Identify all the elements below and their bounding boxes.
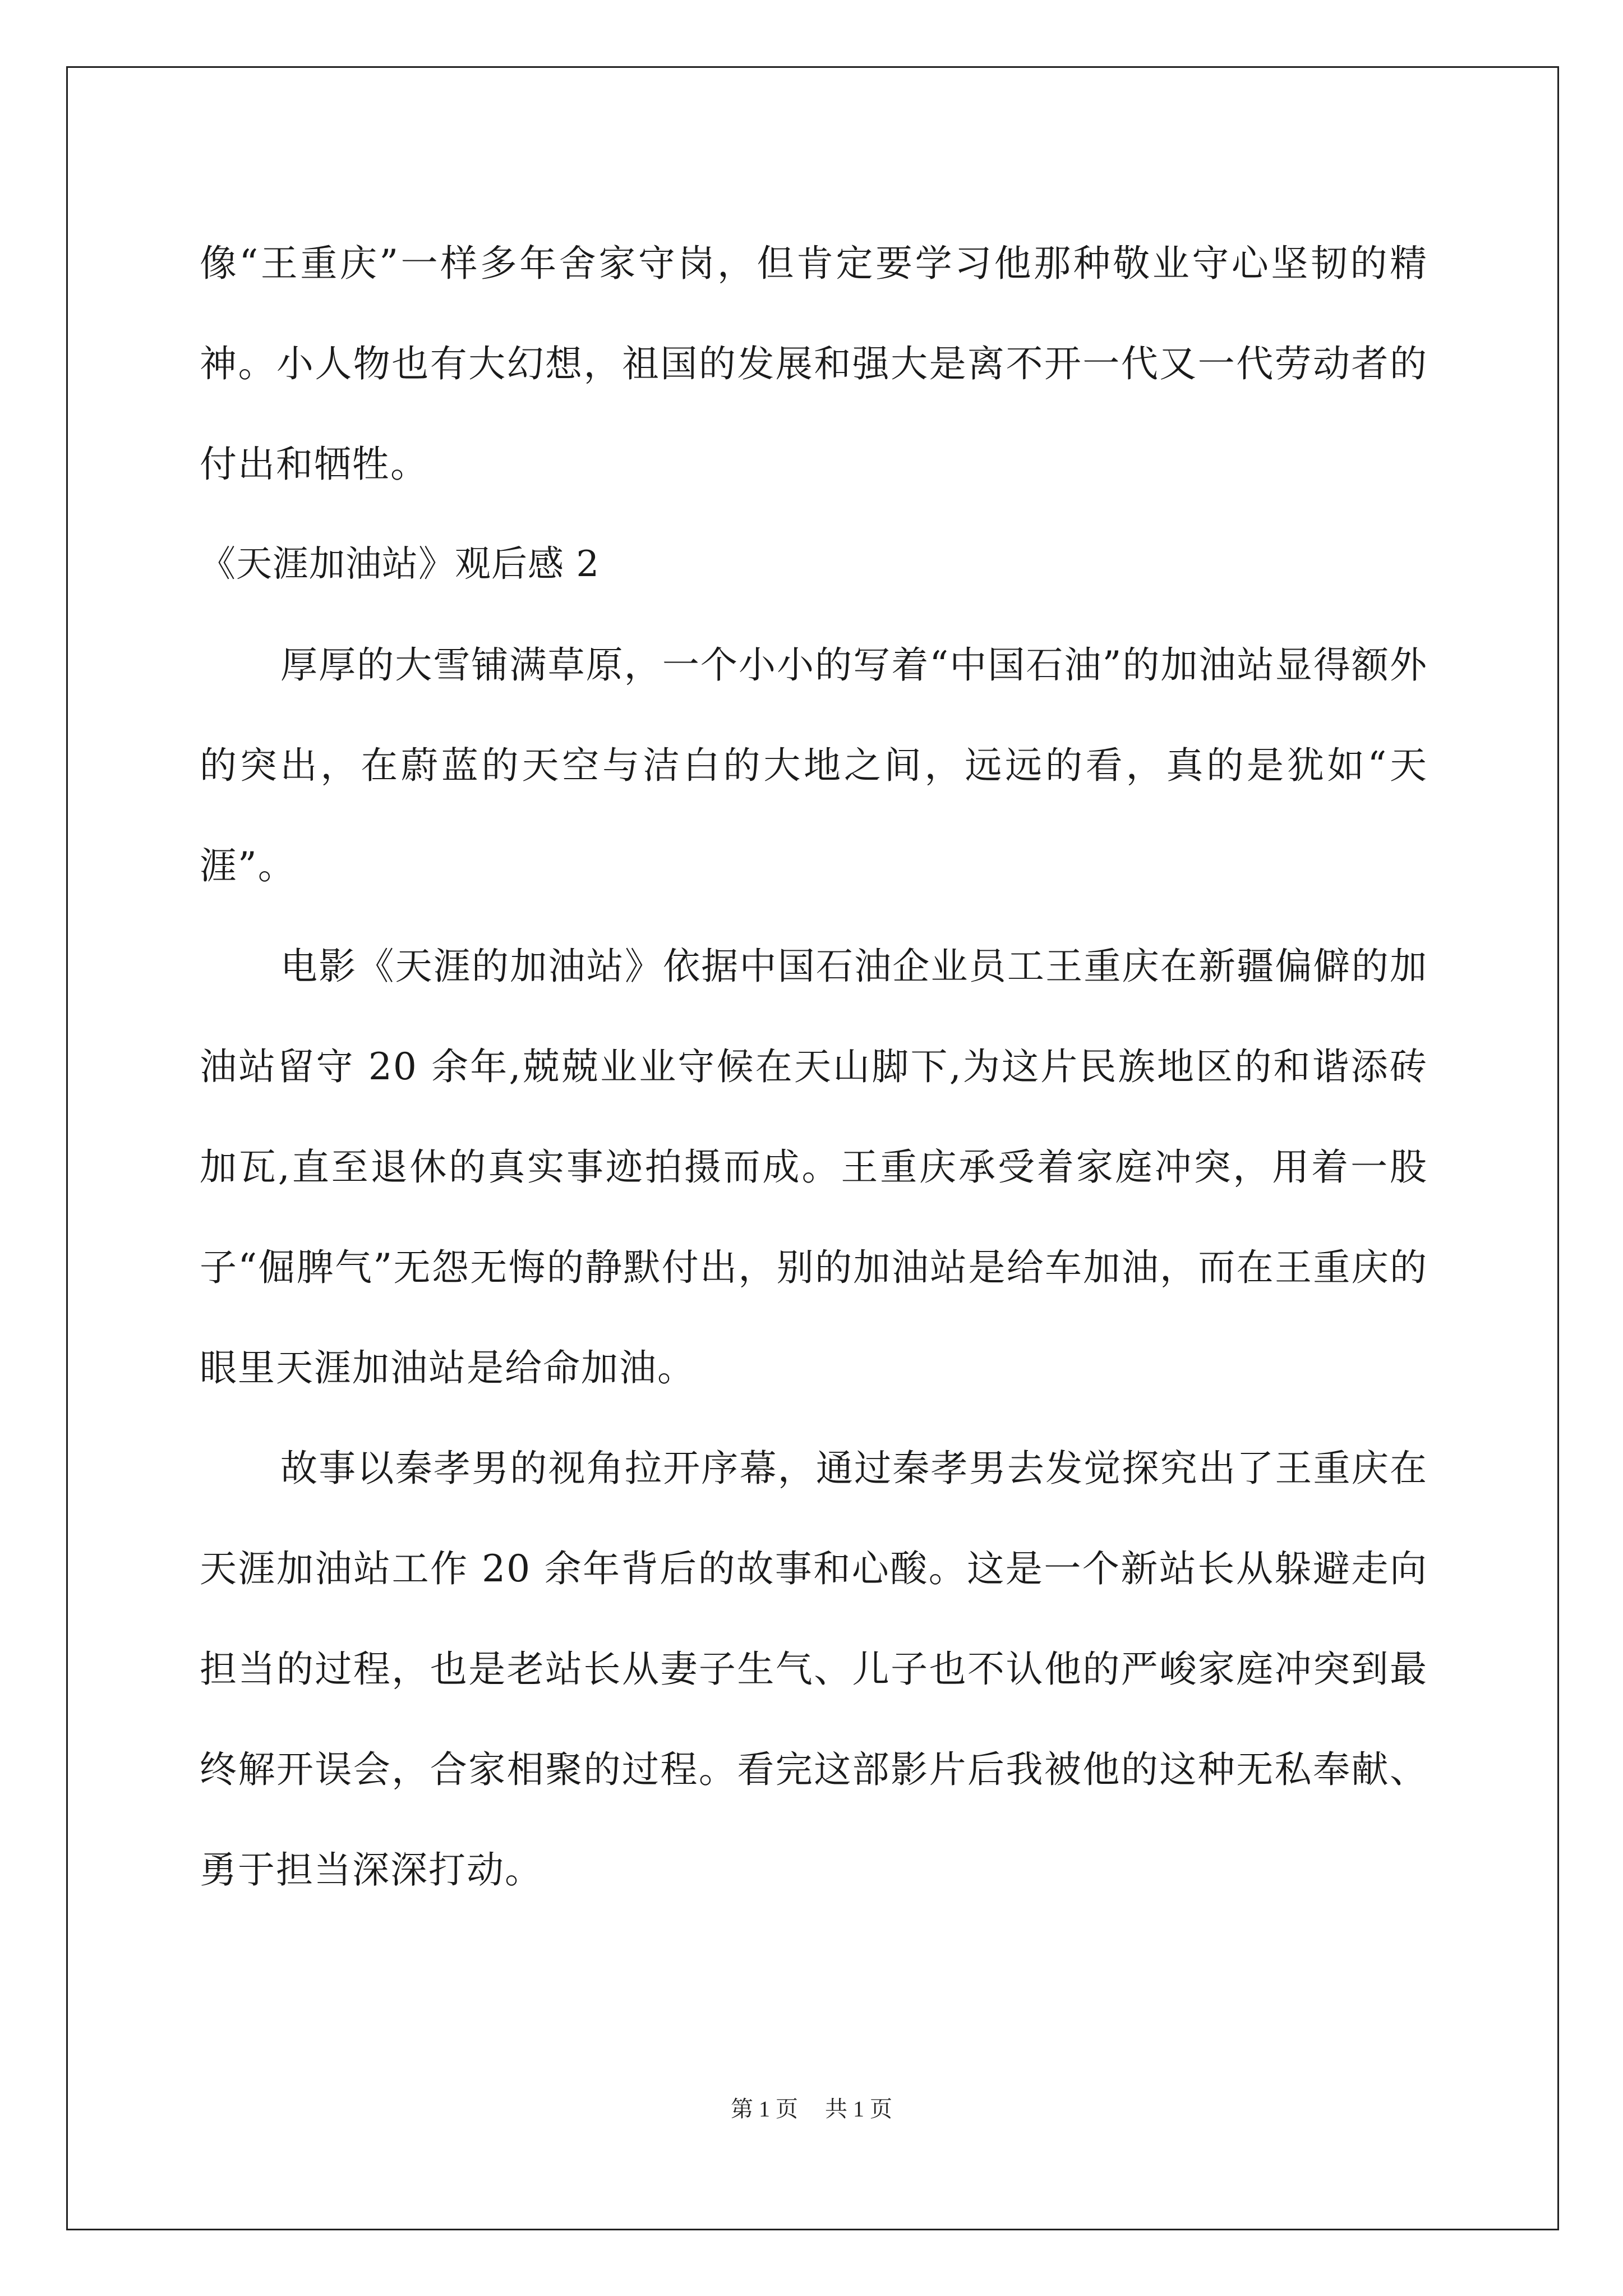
paragraph-intro-continued: 像“王重庆”一样多年舍家守岗，但肯定要学习他那种敬业守心坚韧的精神。小人物也有大幻想，祖国的发展和强大是离不开一代又一代劳动者的付出和牺牲。 xyxy=(200,242,1428,486)
paragraph-film-summary: 电影《天涯的加油站》依据中国石油企业员工王重庆在新疆偏僻的加油站留守 20 余年,兢兢业业守候在天山脚下,为这片民族地区的和谐添砖加瓦,直至退休的真实事迹拍摄而成。王重庆承受着家庭冲突，用着一股子“倔脾气”无怨无悔的静默付出，别的加油站是给车加油，而在王重庆的眼里天涯加油站是给命加油。 xyxy=(200,945,1428,1389)
document-body xyxy=(200,213,1428,1920)
paragraph-story-reflection: 故事以秦孝男的视角拉开序幕，通过秦孝男去发觉探究出了王重庆在天涯加油站工作 20 余年背后的故事和心酸。这是一个新站长从躲避走向担当的过程，也是老站长从妻子生气、儿子也不认他的严峻家庭冲突到最终解开误会，合家相聚的过程。看完这部影片后我被他的这种无私奉献、勇于担当深深打动。 xyxy=(200,1447,1428,1892)
section-title: 《天涯加油站》观后感 2 xyxy=(200,544,600,585)
page-total: 共 1 页 xyxy=(825,2096,892,2122)
paragraph-snow-station: 厚厚的大雪铺满草原，一个小小的写着“中国石油”的加油站显得额外的突出，在蔚蓝的天空与洁白的大地之间，远远的看，真的是犹如“天涯”。 xyxy=(200,643,1428,887)
page-number: 第 1 页 xyxy=(731,2096,798,2122)
page-footer xyxy=(0,2091,1623,2123)
